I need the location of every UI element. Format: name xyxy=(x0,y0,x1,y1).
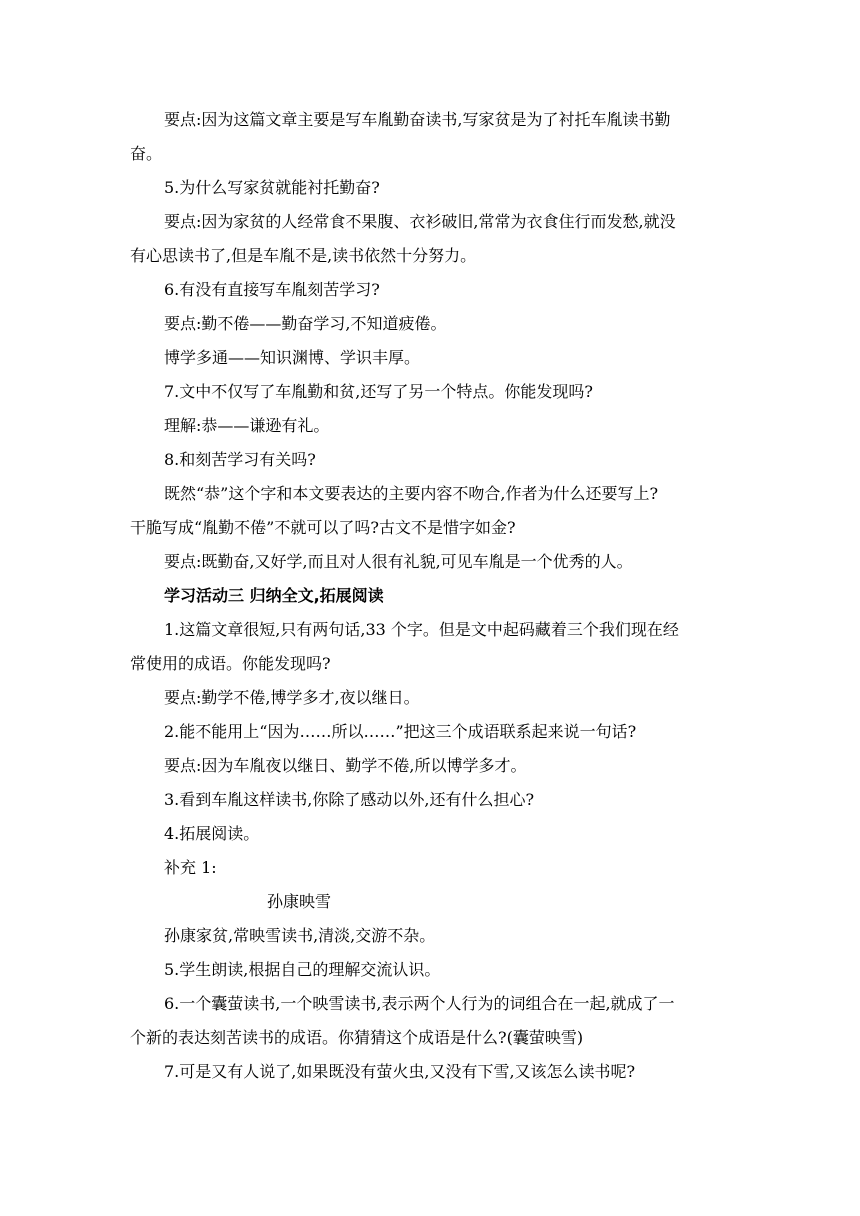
text-line: 要点:勤学不倦,博学多才,夜以继日。 xyxy=(164,688,420,707)
text-line: 4.拓展阅读。 xyxy=(164,824,260,843)
text-line: 干脆写成“胤勤不倦”不就可以了吗?古文不是惜字如金? xyxy=(130,518,516,537)
text-line: 奋。 xyxy=(130,144,163,163)
text-line: 6.一个囊萤读书,一个映雪读书,表示两个人行为的词组合在一起,就成了一 xyxy=(164,994,675,1013)
text-line: 8.和刻苦学习有关吗? xyxy=(164,450,316,469)
text-line: 个新的表达刻苦读书的成语。你猜猜这个成语是什么?(囊萤映雪) xyxy=(130,1028,584,1047)
text-line: 常使用的成语。你能发现吗? xyxy=(130,654,331,673)
text-line: 孙康家贫,常映雪读书,清淡,交游不杂。 xyxy=(164,926,436,945)
text-line: 7.可是又有人说了,如果既没有萤火虫,又没有下雪,又该怎么读书呢? xyxy=(164,1062,636,1081)
text-line: 2.能不能用上“因为……所以……”把这三个成语联系起来说一句话? xyxy=(164,722,637,741)
text-line: 要点:勤不倦——勤奋学习,不知道疲倦。 xyxy=(164,314,447,333)
text-line: 博学多通——知识渊博、学识丰厚。 xyxy=(164,348,421,367)
text-line: 要点:因为车胤夜以继日、勤学不倦,所以博学多才。 xyxy=(164,756,527,775)
text-line: 5.学生朗读,根据自己的理解交流认识。 xyxy=(164,960,441,979)
section-heading: 学习活动三 归纳全文,拓展阅读 xyxy=(164,586,384,605)
text-line: 要点:因为家贫的人经常食不果腹、衣衫破旧,常常为衣食住行而发愁,就没 xyxy=(164,212,676,231)
document-body xyxy=(130,103,730,1089)
text-line: 要点:因为这篇文章主要是写车胤勤奋读书,写家贫是为了衬托车胤读书勤 xyxy=(164,110,671,129)
section-title: 孙康映雪 xyxy=(267,892,332,911)
text-line: 1.这篇文章很短,只有两句话,33 个字。但是文中起码藏着三个我们现在经 xyxy=(164,620,679,639)
text-line: 要点:既勤奋,又好学,而且对人很有礼貌,可见车胤是一个优秀的人。 xyxy=(164,552,633,571)
text-line: 补充 1: xyxy=(164,858,217,877)
text-line: 7.文中不仅写了车胤勤和贫,还写了另一个特点。你能发现吗? xyxy=(164,382,593,401)
text-line: 有心思读书了,但是车胤不是,读书依然十分努力。 xyxy=(130,246,477,265)
text-line: 3.看到车胤这样读书,你除了感动以外,还有什么担心? xyxy=(164,790,535,809)
text-line: 5.为什么写家贫就能衬托勤奋? xyxy=(164,178,380,197)
text-line: 理解:恭——谦逊有礼。 xyxy=(164,416,330,435)
text-line: 既然“恭”这个字和本文要表达的主要内容不吻合,作者为什么还要写上? xyxy=(164,484,659,503)
text-line: 6.有没有直接写车胤刻苦学习? xyxy=(164,280,380,299)
